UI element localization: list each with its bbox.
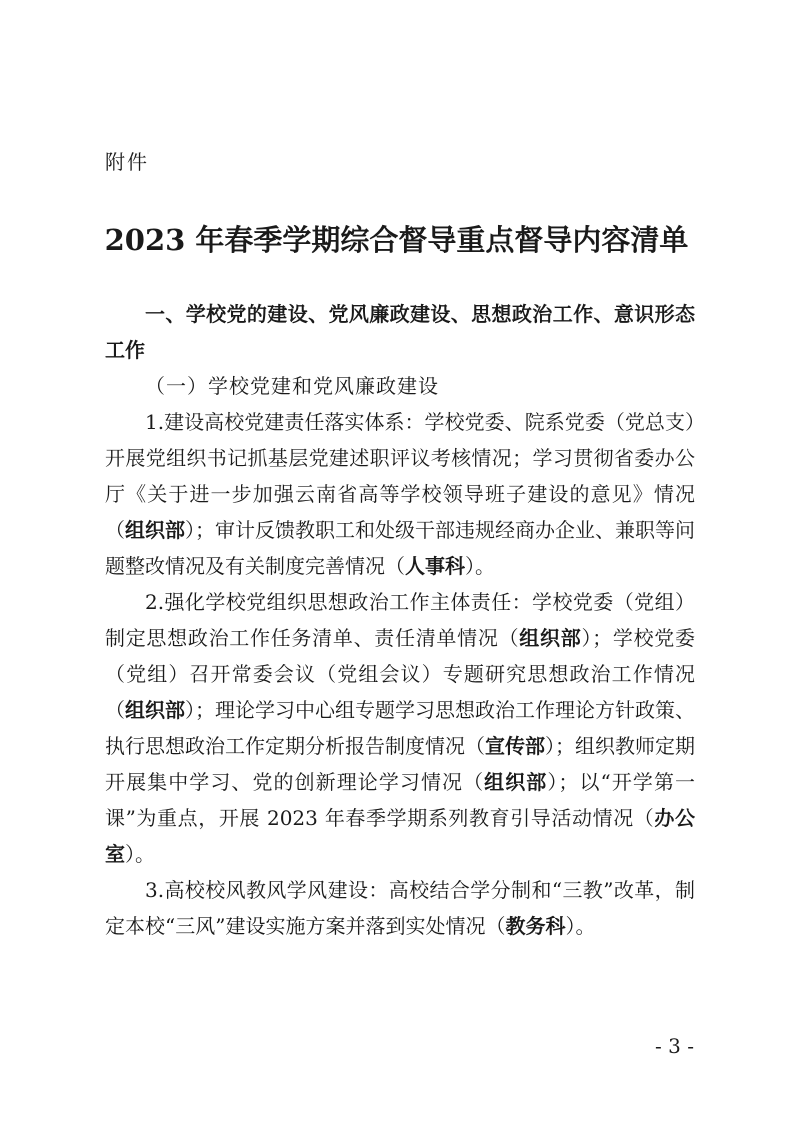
item-3-text-2: ）。 (565, 914, 596, 938)
subsection-heading: （一）学校党建和党风廉政建设 (145, 374, 439, 398)
item-2-text-2: ）；学校党委（党组）召开常委会议（党组会议）专题研究思想政治工作情况（ (105, 626, 696, 722)
attachment-label: 附件 (105, 150, 149, 174)
item-3-dept-1: 教务科 (505, 914, 566, 938)
item-2-text-3: ）；理论学习中心组专题学习思想政治工作理论方针政策、执行思想政治工作定期分析报告制度情况（ (105, 698, 695, 758)
item-2-dept-3: 宣传部 (485, 734, 545, 758)
section-heading: 一、学校党的建设、党风廉政建设、思想政治工作、意识形态工作 (105, 302, 695, 362)
item-2-text-6: ）。 (125, 842, 155, 866)
item-1-dept-2: 人事科 (405, 554, 465, 578)
item-1-dept-1: 组织部 (125, 518, 185, 542)
paragraph-item-1 (105, 404, 695, 584)
item-1-text-1: 1.建设高校党建责任落实体系：学校党委、院系党委（党总支）开展党组织书记抓基层党建述职评议考核情况；学习贯彻省委办公厅《关于进一步加强云南省高等学校领导班子建设的意见》情况（ (105, 410, 695, 542)
document-title: 2023 年春季学期综合督导重点督导内容清单 (104, 223, 689, 257)
item-2-dept-5: 办公室 (105, 806, 696, 866)
item-3-text-1: 3.高校校风教风学风建设：高校结合学分制和“三教”改革，制定本校“三风”建设实施方案并落到实处情况（ (105, 878, 695, 938)
document-body (105, 296, 695, 944)
item-2-dept-1: 组织部 (519, 626, 582, 650)
item-2-text-5: ）；以“开学第一课”为重点，开展 2023 年春季学期系列教育引导活动情况（ (105, 770, 696, 830)
item-2-dept-2: 组织部 (125, 698, 185, 722)
page-number: - 3 - (655, 1034, 694, 1058)
item-2-dept-4: 组织部 (484, 770, 548, 794)
paragraph-item-3 (105, 872, 695, 944)
item-1-text-2: ）；审计反馈教职工和处级干部违规经商办企业、兼职等问题整改情况及有关制度完善情况（ (105, 518, 695, 578)
paragraph-item-2 (105, 584, 695, 872)
item-1-text-3: ）。 (465, 554, 495, 578)
item-2-text-4: ）；组织教师定期开展集中学习、党的创新理论学习情况（ (105, 734, 695, 794)
item-2-text-1: 2.强化学校党组织思想政治工作主体责任：学校党委（党组）制定思想政治工作任务清单、责任清单情况（ (105, 590, 695, 650)
